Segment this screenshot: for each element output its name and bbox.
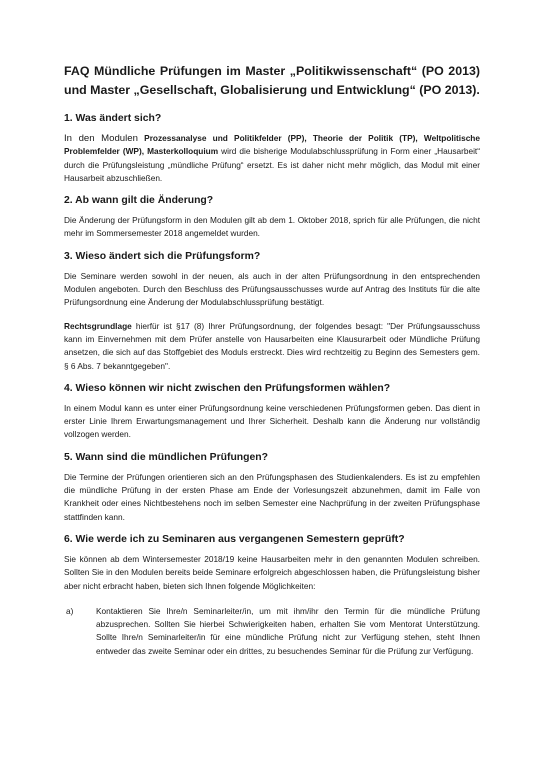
section-text: Die Termine der Prüfungen orientieren sich an den Prüfungsphasen des Studienkalenders. Es ist zu empfehlen die mündliche Prüfung in der ersten Phase am Ende der Vorlesungszeit abzunehmen, damit im Falle von Krankheit oder eines Nichtbestehens noch im selben Semester eine Nachprüfung in der zweiten Prüfungsphase stattfinden kann. — [64, 471, 480, 522]
faq-section-2 — [64, 194, 480, 241]
section-text: Die Änderung der Prüfungsform in den Modulen gilt ab dem 1. Oktober 2018, sprich für alle Prüfungen, die nicht mehr im Sommersemester 2018 angemeldet wurden. — [64, 215, 480, 239]
section-heading: 5. Wann sind die mündlichen Prüfungen? — [64, 451, 268, 463]
faq-section-3 — [64, 250, 480, 373]
document-title: FAQ Mündliche Prüfungen im Master „Politikwissenschaft“ (PO 2013) und Master „Gesellschaft, Globalisierung und Entwicklung“ (PO 2013). — [64, 64, 480, 97]
section-heading: 4. Wieso können wir nicht zwischen den Prüfungsformen wählen? — [64, 382, 391, 394]
faq-section-6 — [64, 533, 480, 658]
legal-basis-label: Rechtsgrundlage — [64, 320, 132, 331]
module-list: Prozessanalyse und Politikfelder (PP), Theorie der Politik (TP), Weltpolitische Problemfelder (WP), Masterkolloquium — [64, 133, 480, 157]
list-item — [64, 605, 480, 658]
section-text: Sie können ab dem Wintersemester 2018/19 keine Hausarbeiten mehr in den genannten Modulen schreiben. Sollten Sie in den Modulen bereits beide Seminare erfolgreich abgeschlossen haben, die Prüfungsleistung bisher aber nicht erbracht haben, bieten sich Ihnen folgende Möglichkeiten: — [64, 553, 480, 591]
section-heading: 1. Was ändert sich? — [64, 113, 162, 124]
section-heading: 3. Wieso ändert sich die Prüfungsform? — [64, 250, 261, 262]
faq-section-1 — [64, 112, 480, 185]
section-text — [64, 132, 480, 185]
section-text: In einem Modul kann es unter einer Prüfungsordnung keine verschiedenen Prüfungsformen geben. Das dient in erster Linie Ihrem Erwartungsmanagement und Ihrer Sicherheit. Deshalb kann die Änderung nur vollständig vollzogen werden. — [64, 402, 480, 440]
list-item-text: Kontaktieren Sie Ihre/n Seminarleiter/in, um mit ihm/ihr den Termin für die mündliche Prüfung abzusprechen. Sollten Sie hierbei Schwierigkeiten haben, erhalten Sie vom Mentorat Unterstützung. Sollte Ihre/n Seminarleiter/in für eine mündliche Prüfung nicht zur Verfügung stehen, steht Ihnen entweder das zweite Seminar oder ein drittes, zu besuchendes Seminar für die Prüfung zur Verfügung. — [96, 605, 480, 656]
legal-basis-body: hierfür ist §17 (8) Ihrer Prüfungsordnung, der folgendes besagt: "Der Prüfungsausschuss kann im Einvernehmen mit dem Prüfer anstelle von Hausarbeiten eine Klausurarbeit oder Mündliche Prüfung ansetzen, die sich auf das Stoffgebiet des Moduls erstreckt. Dies wird rechtzeitig zu Beginn des Semesters gem. § 6 Abs. 7 bekanntgegeben". — [64, 320, 480, 371]
faq-section-5 — [64, 451, 480, 524]
faq-section-4 — [64, 382, 480, 442]
list-marker: a) — [66, 605, 74, 616]
section-heading: 2. Ab wann gilt die Änderung? — [64, 195, 214, 207]
section-text: Die Seminare werden sowohl in der neuen, als auch in der alten Prüfungsordnung in den entsprechenden Modulen angeboten. Durch den Beschluss des Prüfungsausschusses wurde auf Antrag des Instituts für die alte Prüfungsordnung eine Änderung der Modulabschlussprüfung bestätigt. — [64, 270, 480, 308]
body-text: wird die bisherige Modulabschlussprüfung in Form einer „Hausarbeit“ durch die Prüfungsleistung „mündliche Prüfung“ ersetzt. Es ist daher nicht mehr möglich, das Modul mit einer Hausarbeit abzuschließen. — [64, 146, 480, 183]
intro-text: In den Modulen — [64, 133, 138, 144]
legal-basis-text — [64, 320, 480, 373]
document-page — [64, 62, 480, 667]
section-heading: 6. Wie werde ich zu Seminaren aus vergangenen Semestern geprüft? — [64, 533, 405, 545]
